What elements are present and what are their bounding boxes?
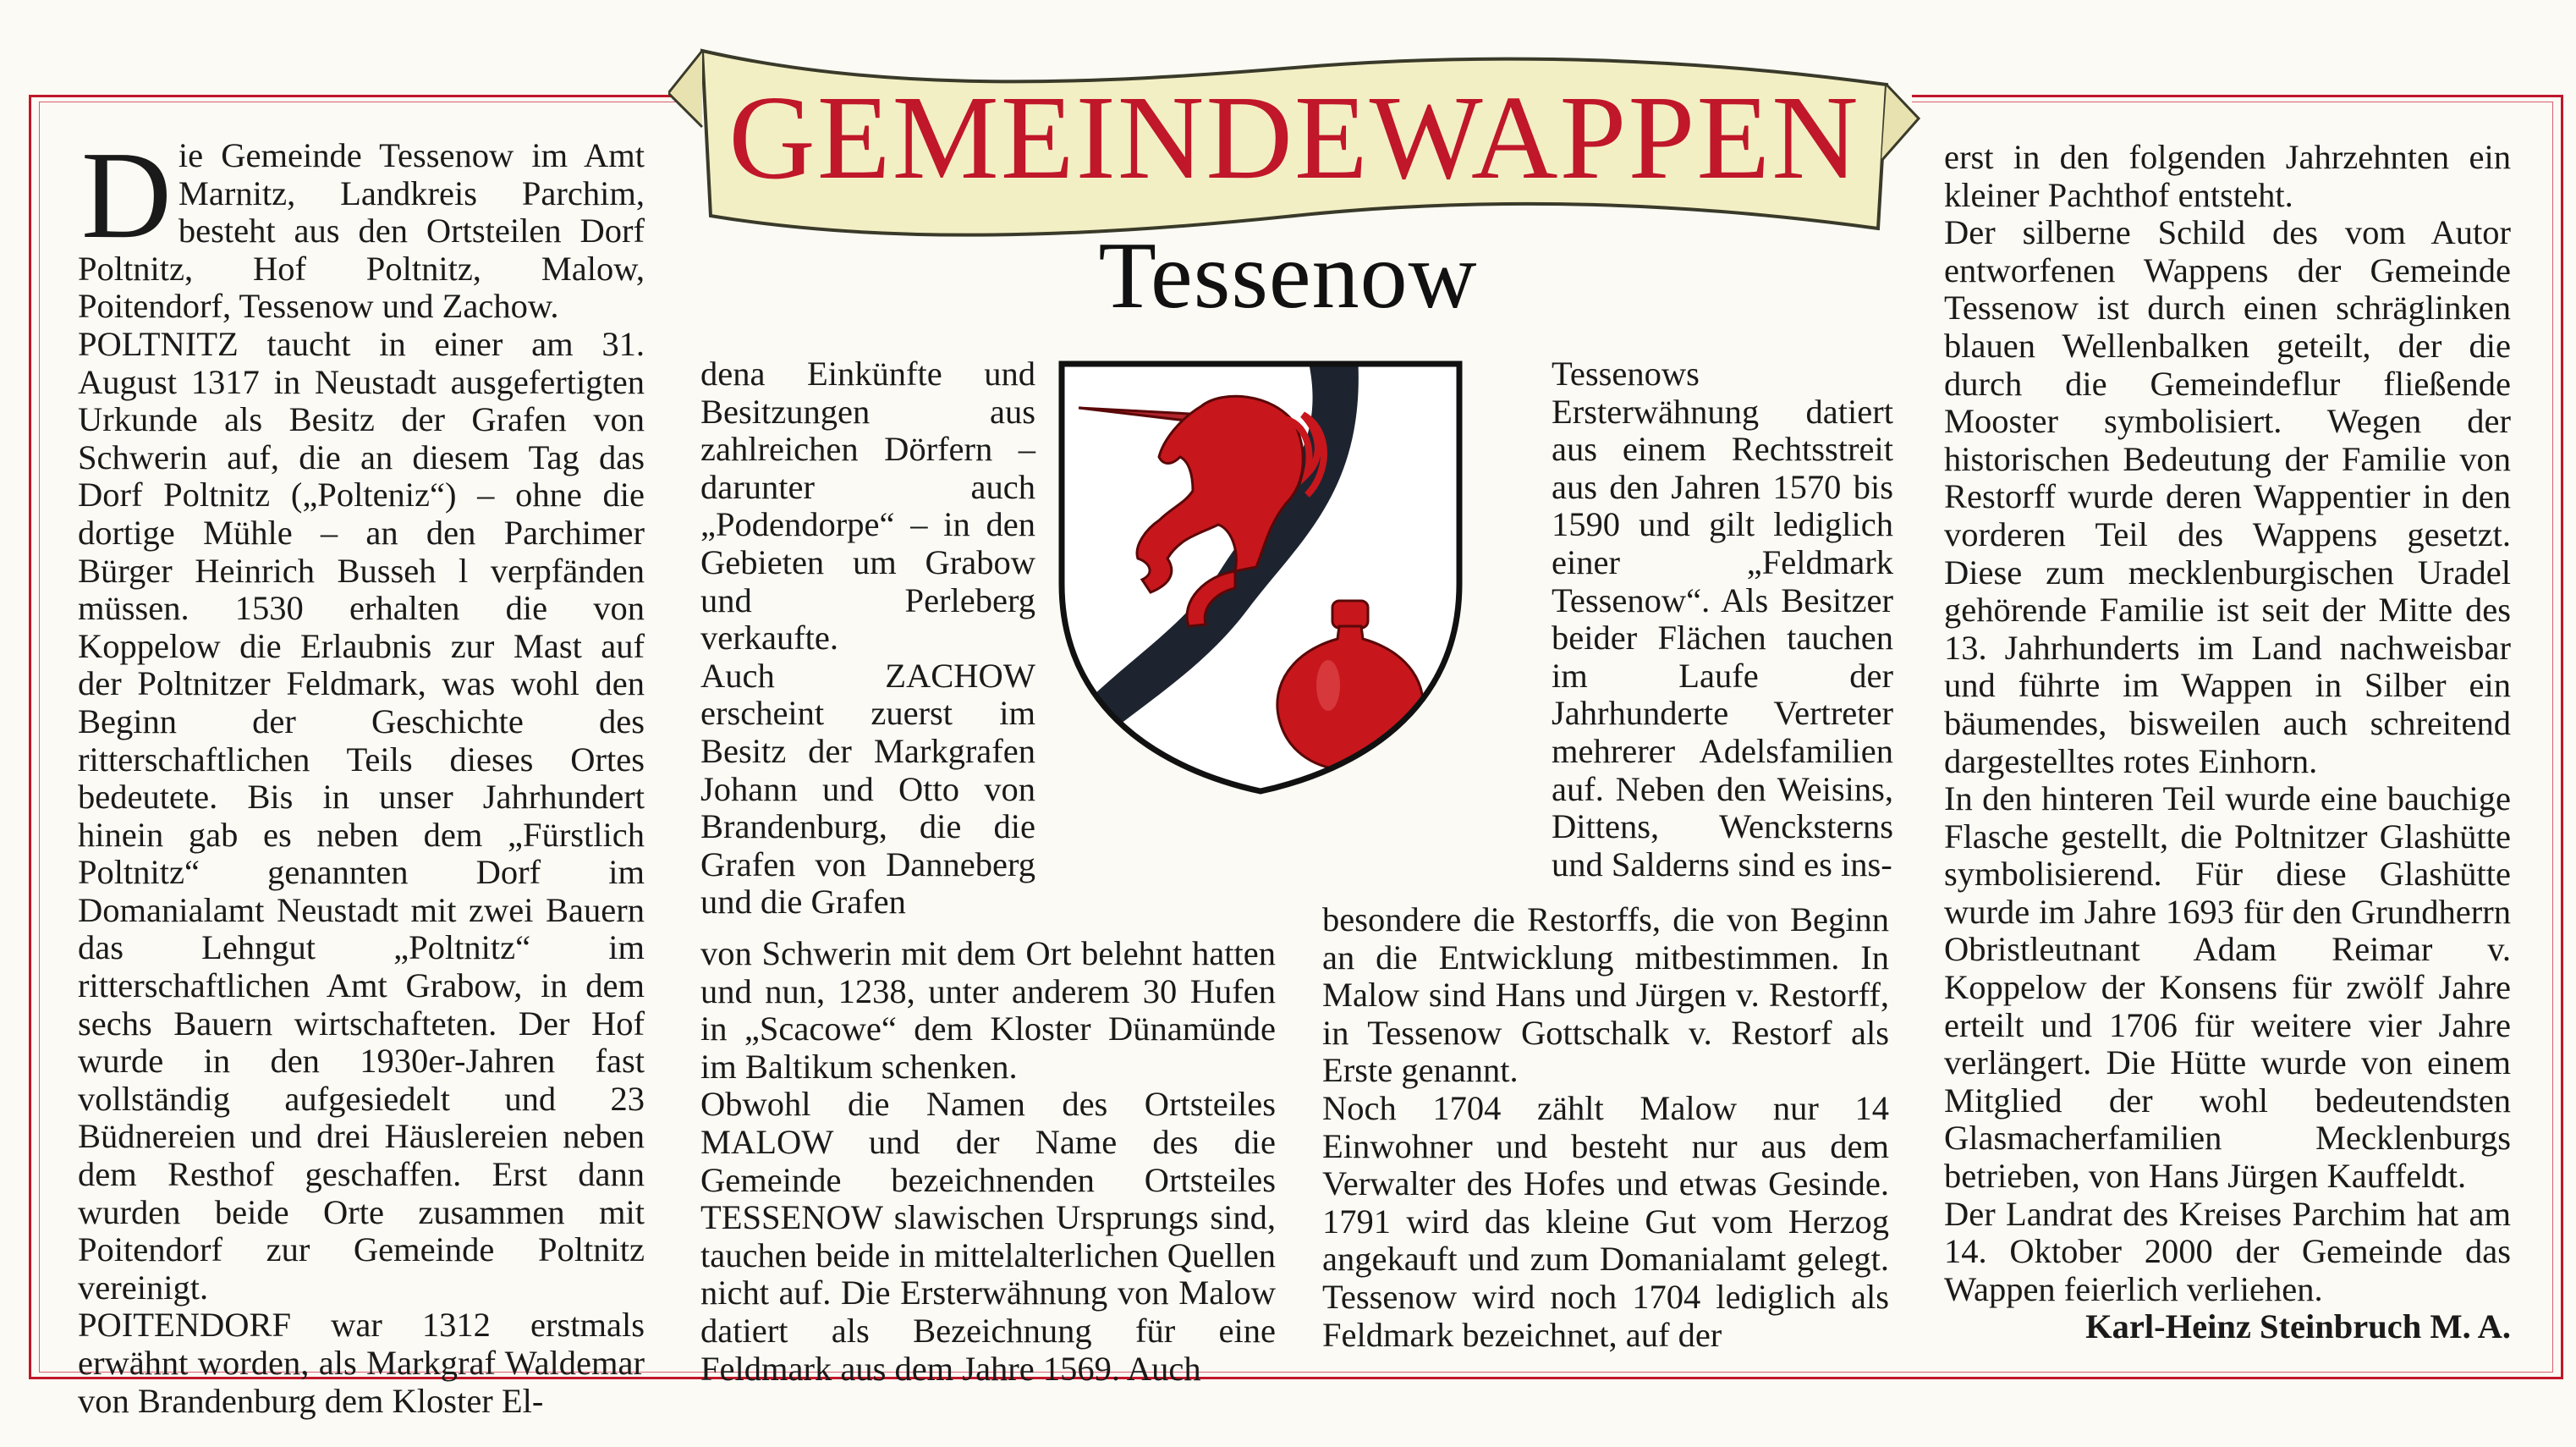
paragraph: besondere die Restorffs, die von Beginn an die Entwicklung mitbestimmen. In Malow sind Hans und Jürgen v. Restorff, in Tessenow Gottschalk v. Restorf als Erste genannt.	[1322, 900, 1889, 1090]
paragraph: Obwohl die Namen des Ortsteiles MALOW und der Name des die Gemeinde bezeichnenden Ortsteiles TESSENOW slawischen Ursprungs sind, tauchen beide in mittelalterlichen Quellen nicht auf. Die Ersterwähnung von Malow datiert als Bezeichnung für eine Feldmark aus dem Jahre 1569. Auch	[700, 1085, 1276, 1388]
paragraph: POITENDORF war 1312 erstmals erwähnt worden, als Markgraf Waldemar von Brandenburg dem Kloster El-	[78, 1306, 645, 1420]
column-4	[1944, 139, 2511, 1346]
banner-text: GEMEINDEWAPPEN	[728, 70, 1860, 204]
paragraph: Der Landrat des Kreises Parchim hat am 14. Oktober 2000 der Gemeinde das Wappen feierlich verliehen.	[1944, 1194, 2511, 1308]
coat-of-arms-icon	[1053, 355, 1468, 795]
paragraph: dena Einkünfte und Besitzungen aus zahlreichen Dörfern – darunter auch „Podendorpe“ – in den Gebieten um Grabow und Perleberg verkaufte.	[700, 355, 1035, 657]
page-title: Tessenow	[1098, 223, 1478, 328]
column-3-lower	[1322, 901, 1889, 1354]
paragraph: Auch ZACHOW erscheint zuerst im Besitz der Markgrafen Johann und Otto von Brandenburg, die die Grafen von Danneberg und die Grafen	[700, 656, 1035, 922]
paragraph: Noch 1704 zählt Malow nur 14 Einwohner und besteht nur aus dem Verwalter des Hofes und etwas Gesinde. 1791 wird das kleine Gut vom Herzog angekauft und zum Domanialamt gelegt. Tessenow wird noch 1704 lediglich als Feldmark bezeichnet, auf der	[1322, 1088, 1889, 1354]
column-2	[700, 355, 1035, 922]
paragraph: Der silberne Schild des vom Autor entworfenen Wappens der Gemeinde Tessenow ist durch einen schräglinken blauen Wellenbalken geteilt, der die durch die Gemeindeflur fließende Mooster symbolisiert. Wegen der historischen Bedeutung der Familie von Restorff wurde deren Wappentier in den vorderen Teil des Wappens gesetzt. Diese zum mecklenburgischen Uradel gehörende Familie ist seit der Mitte des 13. Jahrhunderts im Land nachweisbar und führte im Wappen in Silber ein bäumendes, bisweilen auch schreitend dargestelltes rotes Einhorn.	[1944, 213, 2511, 780]
column-3	[1552, 355, 1893, 883]
column-2-lower	[700, 935, 1276, 1388]
paragraph: In den hinteren Teil wurde eine bauchige Flasche gestellt, die Poltnitzer Glashütte symbolisierend. Für diese Glashütte wurde im Jahre 1693 für den Grundherrn Obristleutnant Adam Reimar v. Koppelow der Konsens für zwölf Jahre erteilt und 1706 für weitere vier Jahre verlängert. Die Hütte wurde von einem Mitglied der wohl bedeutendsten Glasmacherfamilien Mecklenburgs betrieben, von Hans Jürgen Kauffeldt.	[1944, 779, 2511, 1196]
paragraph: von Schwerin mit dem Ort belehnt hatten und nun, 1238, unter anderem 30 Hufen in „Scacowe“ dem Kloster Dünamünde im Baltikum schenken.	[700, 934, 1276, 1086]
paragraph: POLTNITZ taucht in einer am 31. August 1317 in Neustadt ausgefertigten Urkunde als Besitz der Grafen von Schwerin auf, die an diesem Tag das Dorf Poltnitz („Polteniz“) – ohne die dortige Mühle – an den Parchimer Bürger Heinrich Busseh l verpfänden müssen. 1530 erhalten die von Koppelow die Erlaubnis zur Mast auf der Poltnitzer Feldmark, was wohl den Beginn der Geschichte des ritterschaftlichen Teils dieses Ortes bedeutete. Bis in unser Jahrhundert hinein gab es neben dem „Fürstlich Poltnitz“ genannten Dorf im Domanialamt Neustadt mit zwei Bauern das Lehngut „Poltnitz“ im ritterschaftlichen Amt Grabow, in dem sechs Bauern wirtschafteten. Der Hof wurde in den 1930er-Jahren fast vollständig aufgesiedelt und 23 Büdnereien und drei Häuslereien neben dem Resthof geschaffen. Erst dann wurden beide Orte zusammen mit Poitendorf zur Gemeinde Poltnitz vereinigt.	[78, 324, 645, 1307]
paragraph: Tessenows Ersterwähnung datiert aus einem Rechtsstreit aus den Jahren 1570 bis 1590 und gilt lediglich einer „Feldmark Tessenow“. Als Besitzer beider Flächen tauchen im Laufe der Jahrhunderte Vertreter mehrerer Adelsfamilien auf. Neben den Weisins, Dittens, Wencksterns und Salderns sind es ins-	[1552, 355, 1893, 883]
author-byline: Karl-Heinz Steinbruch M. A.	[2085, 1307, 2511, 1346]
paragraph: erst in den folgenden Jahrzehnten ein kleiner Pachthof entsteht.	[1944, 138, 2511, 214]
paragraph: ie Gemeinde Tessenow im Amt Marnitz, Landkreis Parchim, besteht aus den Ortsteilen Dorf Poltnitz, Hof Poltnitz, Malow, Poitendorf, Tessenow und Zachow.	[78, 136, 645, 326]
drop-cap: D	[81, 126, 172, 265]
column-1	[78, 126, 645, 1420]
